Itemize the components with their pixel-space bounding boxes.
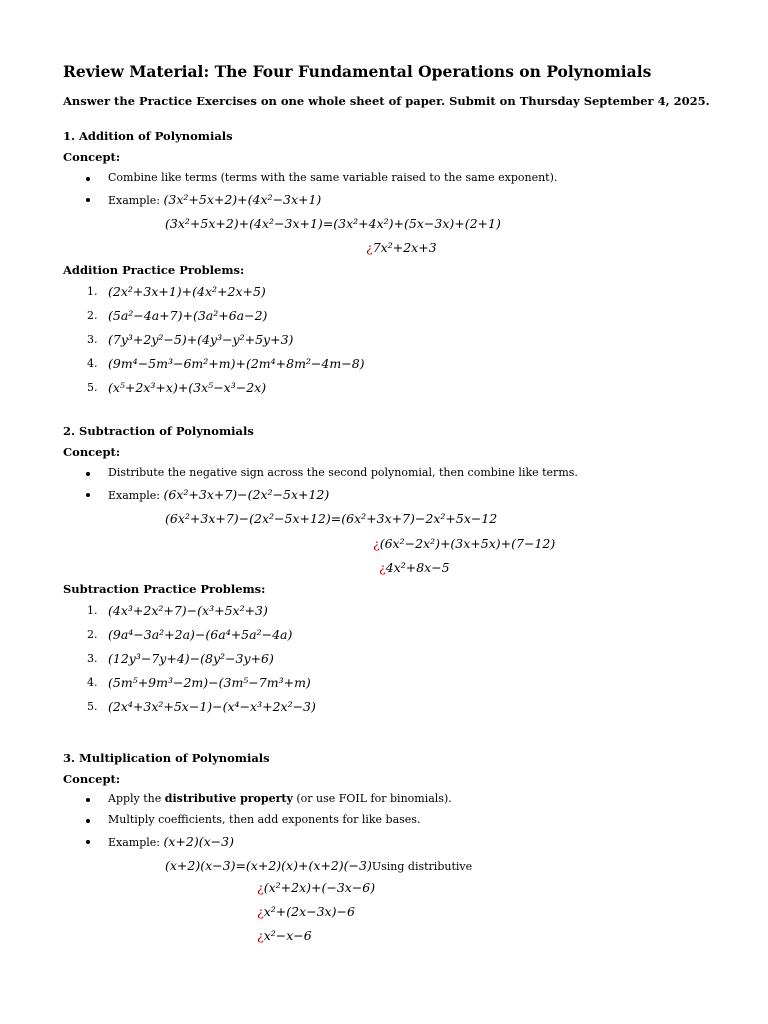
addition-problem-2: (5a²−4a+7)+(3a²+6a−2)	[108, 308, 268, 323]
subtraction-problem-4: (5m⁵+9m³−2m)−(3m⁵−7m³+m)	[108, 675, 311, 690]
subtraction-problem-4-number: 4.	[87, 676, 98, 689]
multiplication-bullet-1-post: (or use FOIL for binomials).	[292, 792, 452, 805]
subtraction-problem-1: (4x³+2x²+7)−(x³+5x²+3)	[108, 603, 268, 618]
addition-problem-1-number: 1.	[87, 285, 98, 298]
multiplication-bullet-example	[108, 834, 234, 849]
subtraction-bullet-1-text: Distribute the negative sign across the second polynomial, then combine like terms.	[108, 466, 578, 479]
multiplication-step-1-note: Using distributive	[371, 860, 473, 873]
addition-problem-5-number: 5.	[87, 381, 98, 394]
multiplication-step-4-mark: ¿	[257, 928, 264, 943]
multiplication-bullet-1-pre: Apply the	[108, 792, 165, 805]
addition-problem-3-number: 3.	[87, 333, 98, 346]
subtraction-example: (6x²+3x+7)−(2x²−5x+12)	[163, 487, 330, 502]
addition-problem-3: (7y³+2y²−5)+(4y³−y²+5y+3)	[108, 332, 294, 347]
subtraction-problem-1-number: 1.	[87, 604, 98, 617]
subtraction-step-3	[379, 560, 450, 575]
subtraction-concept-label: Concept:	[63, 445, 121, 459]
multiplication-bullet-2-text: Multiply coefficients, then add exponents for like bases.	[108, 813, 421, 826]
addition-bullet-1	[108, 171, 557, 184]
subtraction-bullet-1	[108, 466, 578, 479]
addition-bullet-1-text: Combine like terms (terms with the same variable raised to the same exponent).	[108, 171, 558, 184]
multiplication-bullet-1-bold: distributive property	[164, 792, 293, 805]
addition-practice-label: Addition Practice Problems:	[63, 263, 245, 277]
subtraction-step-3-text: 4x²+8x−5	[385, 560, 450, 575]
multiplication-concept-label: Concept:	[63, 772, 121, 786]
subtraction-step-2	[373, 536, 555, 551]
addition-problem-1: (2x²+3x+1)+(4x²+2x+5)	[108, 284, 266, 299]
addition-step-2-text: 7x²+2x+3	[372, 240, 437, 255]
multiplication-example: (x+2)(x−3)	[163, 834, 234, 849]
multiplication-heading: 3. Multiplication of Polynomials	[63, 751, 270, 765]
subtraction-problem-2: (9a⁴−3a²+2a)−(6a⁴+5a²−4a)	[108, 627, 293, 642]
multiplication-step-4	[257, 928, 312, 943]
multiplication-bullet-1	[108, 792, 452, 805]
multiplication-bullet-2	[108, 813, 420, 826]
addition-problem-2-number: 2.	[87, 309, 98, 322]
subtraction-problem-3-number: 3.	[87, 652, 98, 665]
multiplication-step-3	[257, 904, 355, 919]
subtraction-step-1: (6x²+3x+7)−(2x²−5x+12)=(6x²+3x+7)−2x²+5x−12	[165, 511, 498, 526]
multiplication-step-2	[257, 880, 375, 895]
addition-bullet-example	[108, 192, 321, 207]
addition-heading: 1. Addition of Polynomials	[63, 129, 233, 143]
addition-problem-4: (9m⁴−5m³−6m²+m)+(2m⁴+8m²−4m−8)	[108, 356, 365, 371]
subtraction-problem-2-number: 2.	[87, 628, 98, 641]
subtraction-problem-5: (2x⁴+3x²+5x−1)−(x⁴−x³+2x²−3)	[108, 699, 316, 714]
addition-example-label: Example:	[108, 194, 164, 207]
multiplication-step-2-mark: ¿	[257, 880, 264, 895]
multiplication-step-2-text: (x²+2x)+(−3x−6)	[263, 880, 376, 895]
subtraction-example-label: Example:	[108, 489, 164, 502]
multiplication-step-4-text: x²−x−6	[263, 928, 312, 943]
addition-concept-label: Concept:	[63, 150, 121, 164]
page-title: Review Material: The Four Fundamental Operations on Polynomials	[63, 62, 652, 81]
subtraction-step-3-mark: ¿	[379, 560, 386, 575]
addition-problem-5: (x⁵+2x³+x)+(3x⁵−x³−2x)	[108, 380, 267, 395]
addition-example: (3x²+5x+2)+(4x²−3x+1)	[163, 192, 322, 207]
subtraction-heading: 2. Subtraction of Polynomials	[63, 424, 254, 438]
addition-step-2-mark: ¿	[366, 240, 373, 255]
addition-step-2	[366, 240, 437, 255]
subtraction-practice-label: Subtraction Practice Problems:	[63, 582, 266, 596]
subtraction-step-2-mark: ¿	[373, 536, 380, 551]
multiplication-example-label: Example:	[108, 836, 164, 849]
addition-step-1: (3x²+5x+2)+(4x²−3x+1)=(3x²+4x²)+(5x−3x)+(2+1)	[165, 216, 501, 231]
multiplication-step-1	[165, 855, 472, 874]
subtraction-step-2-text: (6x²−2x²)+(3x+5x)+(7−12)	[379, 536, 556, 551]
multiplication-step-1-expr: (x+2)(x−3)=(x+2)(x)+(x+2)(−3)	[165, 858, 372, 873]
subtraction-problem-3: (12y³−7y+4)−(8y²−3y+6)	[108, 651, 274, 666]
multiplication-step-3-text: x²+(2x−3x)−6	[263, 904, 355, 919]
subtraction-problem-5-number: 5.	[87, 700, 98, 713]
instructions: Answer the Practice Exercises on one whole sheet of paper. Submit on Thursday September 4, 2025.	[63, 94, 710, 108]
addition-problem-4-number: 4.	[87, 357, 98, 370]
multiplication-step-3-mark: ¿	[257, 904, 264, 919]
subtraction-bullet-example	[108, 487, 329, 502]
